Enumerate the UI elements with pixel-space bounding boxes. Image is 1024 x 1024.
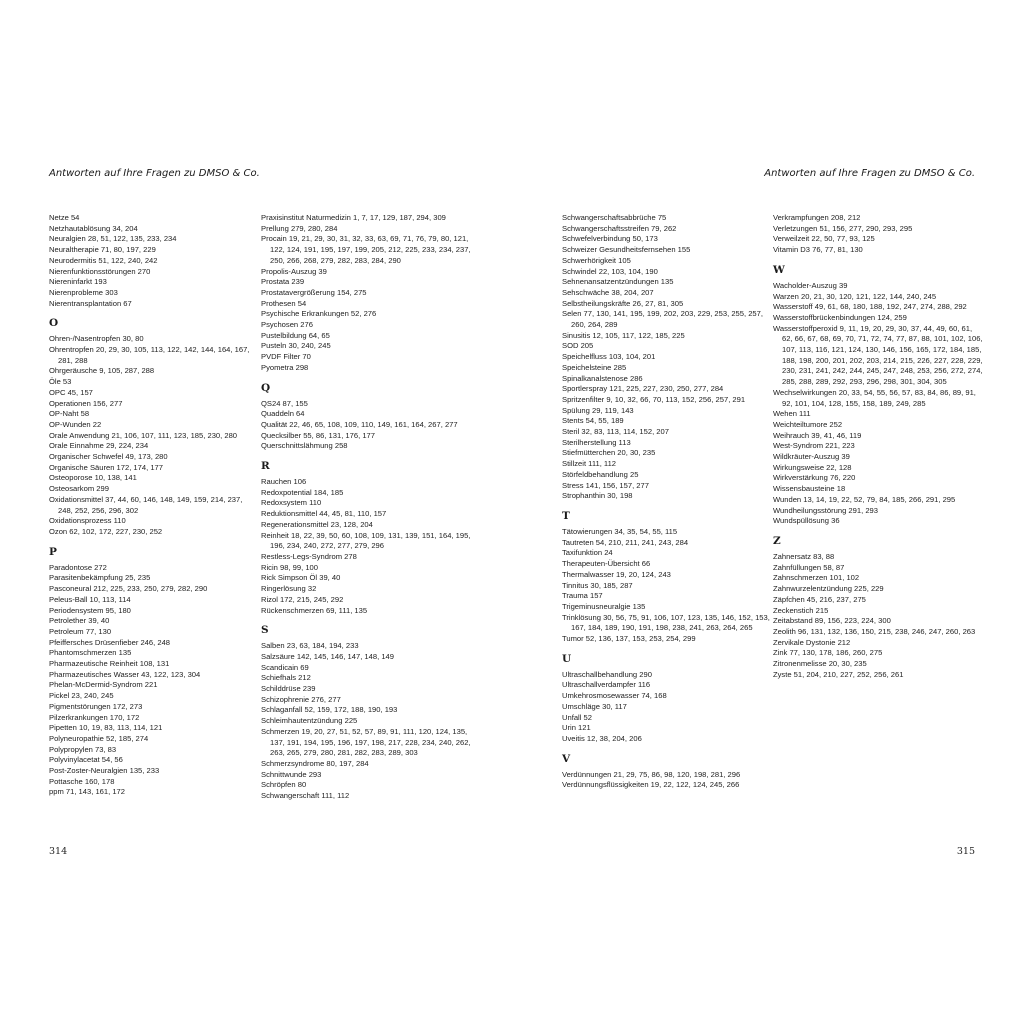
index-entry: Rauchen 106 (261, 477, 307, 487)
index-entry: Ricin 98, 99, 100 (261, 562, 318, 572)
index-entry: Quecksilber 55, 86, 131, 176, 177 (261, 430, 375, 440)
index-entry: Sehschwäche 38, 204, 207 (562, 287, 654, 297)
index-entry: Prostata 239 (261, 277, 305, 287)
index-entry: OPC 45, 157 (49, 387, 93, 397)
index-entry: Unfall 52 (562, 712, 592, 722)
index-entry: Prothesen 54 (261, 298, 307, 308)
index-entry: Wirkverstärkung 76, 220 (773, 473, 856, 483)
index-entry: Trauma 157 (562, 591, 603, 601)
index-entry: Zäpfchen 45, 216, 237, 275 (773, 594, 866, 604)
index-entry: Speichelsteine 285 (562, 362, 627, 372)
index-entry: Schwerhörigkeit 105 (562, 255, 631, 265)
index-entry: Therapeuten-Übersicht 66 (562, 559, 651, 569)
index-entry: Oxidationsprozess 110 (49, 516, 126, 526)
index-entry: Schlaganfall 52, 159, 172, 188, 190, 193 (261, 705, 398, 715)
index-entry: Verletzungen 51, 156, 277, 290, 293, 295 (773, 223, 913, 233)
index-entry: Zyste 51, 204, 210, 227, 252, 256, 261 (773, 669, 904, 679)
index-entry: Praxisinstitut Naturmedizin 1, 7, 17, 129, 187, 294, 309 (261, 213, 446, 222)
index-letter-heading: W (773, 263, 785, 276)
index-entry: Uveitis 12, 38, 204, 206 (562, 733, 642, 743)
index-entry: Schwindel 22, 103, 104, 190 (562, 266, 658, 276)
index-entry: Wasserstoffperoxid 9, 11, 19, 20, 29, 30, 37, 44, 49, 60, 61, 62, 66, 67, 68, 69, 70, 71, 72, 74, 77, 87, 88, 101, 102, 106, 107, 113, 116, 121, 124, 130, 146, 156, 165, 172, 184, 185, 188, 198, 200, 201, 202, 203, 214, 215, 226, 227, 228, 229, 230, 231, 241, 242, 244, 245, 247, 248, 253, 256, 272, 274, 285, 288, 289, 292, 293, 296, 298, 301, 304, 305 (773, 323, 983, 387)
index-entry: Ringerlösung 32 (261, 584, 317, 594)
index-entry: Wissensbausteine 18 (773, 484, 846, 494)
index-entry: Redoxsystem 110 (261, 498, 322, 508)
index-entry: Neurodermitis 51, 122, 240, 242 (49, 255, 158, 265)
index-entry: Schmerzen 19, 20, 27, 51, 52, 57, 89, 91, 111, 120, 124, 135, 137, 191, 194, 195, 196, 197, 198, 217, 228, 234, 240, 262, 263, 265, 279, 280, 281, 282, 283, 289, 303 (261, 726, 471, 758)
index-entry: Orale Anwendung 21, 106, 107, 111, 123, 185, 230, 280 (49, 430, 238, 440)
index-entry: Nierenprobleme 303 (49, 287, 118, 297)
index-entry: Redoxpotential 184, 185 (261, 487, 344, 497)
index-entry: Organische Säuren 172, 174, 177 (49, 462, 163, 472)
index-entry: Pharmazeutische Reinheit 108, 131 (49, 659, 170, 669)
index-entry: Pipetten 10, 19, 83, 113, 114, 121 (49, 723, 163, 733)
index-entry: West-Syndrom 221, 223 (773, 441, 855, 451)
index-column (261, 213, 471, 802)
index-letter-heading: R (261, 460, 270, 473)
index-entry: Vitamin D3 76, 77, 81, 130 (773, 245, 863, 255)
index-entry: Sinusitis 12, 105, 117, 122, 185, 225 (562, 330, 685, 340)
index-entry: Reduktionsmittel 44, 45, 81, 110, 157 (261, 509, 387, 519)
index-entry: Wirkungsweise 22, 128 (773, 462, 852, 472)
index-entry: Zervikale Dystonie 212 (773, 637, 851, 647)
index-entry: Zink 77, 130, 178, 186, 260, 275 (773, 648, 883, 658)
page-number: 315 (956, 846, 975, 857)
index-entry: Schnittwunde 293 (261, 769, 322, 779)
index-entry: Selen 77, 130, 141, 195, 199, 202, 203, 229, 253, 255, 257, 260, 264, 289 (562, 309, 763, 330)
index-entry: Wasserstoff 49, 61, 68, 180, 188, 192, 247, 274, 288, 292 (773, 302, 967, 312)
index-entry: Niereninfarkt 193 (49, 277, 107, 287)
index-entry: Pyometra 298 (261, 362, 309, 372)
index-entry: Schizophrenie 276, 277 (261, 694, 341, 704)
index-entry: Urin 121 (562, 723, 591, 733)
index-entry: Petroleum 77, 130 (49, 626, 112, 636)
index-entry: Zeckenstich 215 (773, 605, 829, 615)
index-entry: SOD 205 (562, 341, 594, 351)
index-entry: Pilzerkrankungen 170, 172 (49, 712, 140, 722)
index-entry: Taxifunktion 24 (562, 548, 613, 558)
index-entry: Schweizer Gesundheitsfernsehen 155 (562, 245, 691, 255)
index-entry: Oxidationsmittel 37, 44, 60, 146, 148, 149, 159, 214, 237, 248, 252, 256, 296, 302 (49, 494, 243, 515)
index-entry: Wunden 13, 14, 19, 22, 52, 79, 84, 185, 266, 291, 295 (773, 494, 956, 504)
index-entry: Ultraschallverdampfer 116 (562, 680, 651, 690)
index-entry: Psychische Erkrankungen 52, 276 (261, 309, 377, 319)
index-entry: Polypropylen 73, 83 (49, 744, 117, 754)
index-entry: Ultraschallbehandlung 290 (562, 669, 652, 679)
index-entry: Organischer Schwefel 49, 173, 280 (49, 452, 168, 462)
index-letter-heading: Z (773, 534, 781, 547)
index-letter-heading: O (49, 317, 59, 330)
index-entry: Wundspüllösung 36 (773, 516, 840, 526)
index-entry: Tautreten 54, 210, 211, 241, 243, 284 (562, 537, 689, 547)
index-entry: Parasitenbekämpfung 25, 235 (49, 573, 151, 583)
index-entry: Scandicain 69 (261, 662, 309, 672)
index-entry: Phantomschmerzen 135 (49, 648, 132, 658)
index-entry: Zahnersatz 83, 88 (773, 551, 835, 561)
index-entry: Reinheit 18, 22, 39, 50, 60, 108, 109, 131, 139, 151, 164, 195, 196, 234, 240, 272, 277, 279, 296 (261, 530, 471, 551)
right-page (512, 0, 1024, 1024)
index-letter-heading: Q (261, 381, 271, 394)
index-entry: Polyvinylacetat 54, 56 (49, 755, 123, 765)
index-entry: Pfeiffersches Drüsenfieber 246, 248 (49, 637, 171, 647)
index-entry: ppm 71, 143, 161, 172 (49, 787, 125, 797)
index-entry: Schilddrüse 239 (261, 684, 316, 694)
index-entry: QS24 87, 155 (261, 398, 308, 408)
index-entry: Osteoporose 10, 138, 141 (49, 473, 137, 483)
index-entry: Zahnfüllungen 58, 87 (773, 562, 845, 572)
index-entry: Neuraltherapie 71, 80, 197, 229 (49, 245, 156, 255)
index-entry: Tinnitus 30, 185, 287 (562, 580, 633, 590)
index-entry: PVDF Filter 70 (261, 352, 311, 362)
index-entry: Operationen 156, 277 (49, 398, 123, 408)
index-entry: Salben 23, 63, 184, 194, 233 (261, 641, 359, 651)
index-column (49, 213, 259, 798)
index-entry: Schwangerschaftsabbrüche 75 (562, 213, 667, 222)
index-entry: Pickel 23, 240, 245 (49, 691, 114, 701)
index-entry: Stillzeit 111, 112 (562, 459, 617, 469)
index-entry: Zeolith 96, 131, 132, 136, 150, 215, 238, 246, 247, 260, 263 (773, 626, 976, 636)
index-entry: Nierenfunktionsstörungen 270 (49, 266, 151, 276)
index-entry: Psychosen 276 (261, 320, 313, 330)
index-entry: Neuralgien 28, 51, 122, 135, 233, 234 (49, 234, 177, 244)
index-letter-heading: P (49, 545, 57, 558)
index-entry: Osteosarkom 299 (49, 484, 109, 494)
index-entry: Umschläge 30, 117 (562, 701, 627, 711)
index-entry: Schwangerschaftsstreifen 79, 262 (562, 223, 677, 233)
index-entry: Spritzenfilter 9, 10, 32, 66, 70, 113, 152, 256, 257, 291 (562, 394, 746, 404)
index-entry: Wacholder-Auszug 39 (773, 280, 848, 290)
index-entry: Wechselwirkungen 20, 33, 54, 55, 56, 57, 83, 84, 86, 89, 91, 92, 101, 104, 128, 155, 158, 189, 249, 285 (773, 387, 976, 408)
index-entry: Petrolether 39, 40 (49, 616, 110, 626)
index-entry: Trinklösung 30, 56, 75, 91, 106, 107, 123, 135, 146, 152, 153, 167, 184, 189, 190, 191, 198, 238, 241, 263, 264, 265 (562, 612, 770, 633)
index-entry: Post-Zoster-Neuralgien 135, 233 (49, 766, 160, 776)
index-entry: Spinalkanalstenose 286 (562, 373, 643, 383)
running-head: Antworten auf Ihre Fragen zu DMSO & Co. (764, 168, 975, 179)
index-entry: Netzhautablösung 34, 204 (49, 223, 138, 233)
index-entry: Stents 54, 55, 189 (562, 416, 624, 426)
index-entry: Procain 19, 21, 29, 30, 31, 32, 33, 63, 69, 71, 76, 79, 80, 121, 122, 124, 191, 195, 197, 199, 205, 212, 225, 233, 234, 237, 250, 266, 268, 279, 282, 283, 284, 290 (261, 234, 471, 265)
index-letter-heading: S (261, 624, 269, 637)
index-entry: Ohren-/Nasentropfen 30, 80 (49, 334, 144, 344)
index-entry: Verkrampfungen 208, 212 (773, 213, 861, 222)
index-letter-heading: T (562, 509, 570, 522)
index-entry: Verweilzeit 22, 50, 77, 93, 125 (773, 234, 875, 244)
index-entry: Sterilherstellung 113 (562, 437, 631, 447)
index-entry: Nierentransplantation 67 (49, 298, 132, 308)
index-entry: Schiefhals 212 (261, 673, 311, 683)
index-entry: Umkehrosmosewasser 74, 168 (562, 691, 667, 701)
index-entry: Wildkräuter-Auszug 39 (773, 452, 850, 462)
index-entry: Trigeminusneuralgie 135 (562, 601, 646, 611)
index-entry: Wehen 111 (773, 409, 811, 419)
index-entry: Pusteln 30, 240, 245 (261, 341, 331, 351)
index-entry: Pasconeural 212, 225, 233, 250, 279, 282, 290 (49, 584, 208, 594)
index-entry: Regenerationsmittel 23, 128, 204 (261, 519, 373, 529)
index-entry: Wasserstoffbrückenbindungen 124, 259 (773, 312, 907, 322)
index-entry: Prostatavergrößerung 154, 275 (261, 287, 367, 297)
index-entry: Öle 53 (49, 377, 72, 387)
index-entry: Netze 54 (49, 213, 80, 222)
index-entry: Steril 32, 83, 113, 114, 152, 207 (562, 427, 669, 437)
index-entry: Zitronenmelisse 20, 30, 235 (773, 659, 867, 669)
index-column (773, 213, 983, 680)
index-entry: Restless-Legs-Syndrom 278 (261, 551, 357, 561)
index-entry: Periodensystem 95, 180 (49, 605, 131, 615)
index-entry: Quaddeln 64 (261, 409, 305, 419)
index-entry: Peleus-Ball 10, 113, 114 (49, 594, 131, 604)
index-entry: Pharmazeutisches Wasser 43, 122, 123, 304 (49, 669, 201, 679)
index-column (562, 213, 772, 791)
index-entry: Stress 141, 156, 157, 277 (562, 480, 649, 490)
index-entry: Pottasche 160, 178 (49, 776, 115, 786)
index-entry: Warzen 20, 21, 30, 120, 121, 122, 144, 240, 245 (773, 291, 937, 301)
index-entry: Prellung 279, 280, 284 (261, 223, 338, 233)
page-number: 314 (49, 846, 68, 857)
index-entry: Pigmentstörungen 172, 273 (49, 701, 143, 711)
index-entry: Spülung 29, 119, 143 (562, 405, 634, 415)
index-entry: Wundheilungsstörung 291, 293 (773, 505, 878, 515)
index-entry: Pustelbildung 64, 65 (261, 330, 330, 340)
index-entry: Rizol 172, 215, 245, 292 (261, 594, 344, 604)
index-entry: Querschnittslähmung 258 (261, 441, 348, 451)
index-entry: Speichelfluss 103, 104, 201 (562, 352, 656, 362)
index-entry: Orale Einnahme 29, 224, 234 (49, 441, 149, 451)
index-entry: OP-Naht 58 (49, 409, 90, 419)
running-head: Antworten auf Ihre Fragen zu DMSO & Co. (49, 168, 260, 179)
index-entry: Tumor 52, 136, 137, 153, 253, 254, 299 (562, 634, 696, 644)
index-entry: Thermalwasser 19, 20, 124, 243 (562, 569, 671, 579)
index-letter-heading: V (562, 752, 571, 765)
index-entry: Zeitabstand 89, 156, 223, 224, 300 (773, 616, 891, 626)
index-entry: Verdünnungen 21, 29, 75, 86, 98, 120, 198, 281, 296 (562, 769, 741, 779)
index-entry: Paradontose 272 (49, 562, 107, 572)
index-entry: Schleimhautentzündung 225 (261, 716, 358, 726)
index-entry: Zahnschmerzen 101, 102 (773, 573, 860, 583)
index-entry: Weichteiltumore 252 (773, 419, 843, 429)
index-entry: Weihrauch 39, 41, 46, 119 (773, 430, 862, 440)
index-entry: Selbstheilungskräfte 26, 27, 81, 305 (562, 298, 684, 308)
index-entry: Ohrgeräusche 9, 105, 287, 288 (49, 366, 155, 376)
index-entry: Polyneuropathie 52, 185, 274 (49, 733, 149, 743)
index-entry: Strophanthin 30, 198 (562, 491, 633, 501)
index-entry: Sehnenansatzentzündungen 135 (562, 277, 674, 287)
index-entry: OP-Wunden 22 (49, 419, 102, 429)
index-entry: Schmerzsyndrome 80, 197, 284 (261, 758, 369, 768)
index-entry: Schwefelverbindung 50, 173 (562, 234, 658, 244)
index-entry: Schwangerschaft 111, 112 (261, 791, 350, 801)
index-entry: Stiefmütterchen 20, 30, 235 (562, 448, 656, 458)
index-entry: Zahnwurzelentzündung 225, 229 (773, 584, 884, 594)
index-entry: Tätowierungen 34, 35, 54, 55, 115 (562, 526, 678, 536)
index-entry: Rick Simpson Öl 39, 40 (261, 573, 341, 583)
index-entry: Störfeldbehandlung 25 (562, 469, 639, 479)
index-entry: Phelan-McDermid-Syndrom 221 (49, 680, 158, 690)
index-letter-heading: U (562, 652, 572, 665)
index-entry: Propolis-Auszug 39 (261, 266, 327, 276)
index-entry: Ozon 62, 102, 172, 227, 230, 252 (49, 526, 163, 536)
index-entry: Salzsäure 142, 145, 146, 147, 148, 149 (261, 651, 394, 661)
index-entry: Qualität 22, 46, 65, 108, 109, 110, 149, 161, 164, 267, 277 (261, 419, 458, 429)
index-entry: Verdünnungsflüssigkeiten 19, 22, 122, 124, 245, 266 (562, 780, 740, 790)
index-entry: Rückenschmerzen 69, 111, 135 (261, 605, 368, 615)
index-entry: Sportlerspray 121, 225, 227, 230, 250, 277, 284 (562, 384, 724, 394)
index-entry: Ohrentropfen 20, 29, 30, 105, 113, 122, 142, 144, 164, 167, 281, 288 (49, 345, 250, 365)
index-entry: Schröpfen 80 (261, 780, 307, 790)
